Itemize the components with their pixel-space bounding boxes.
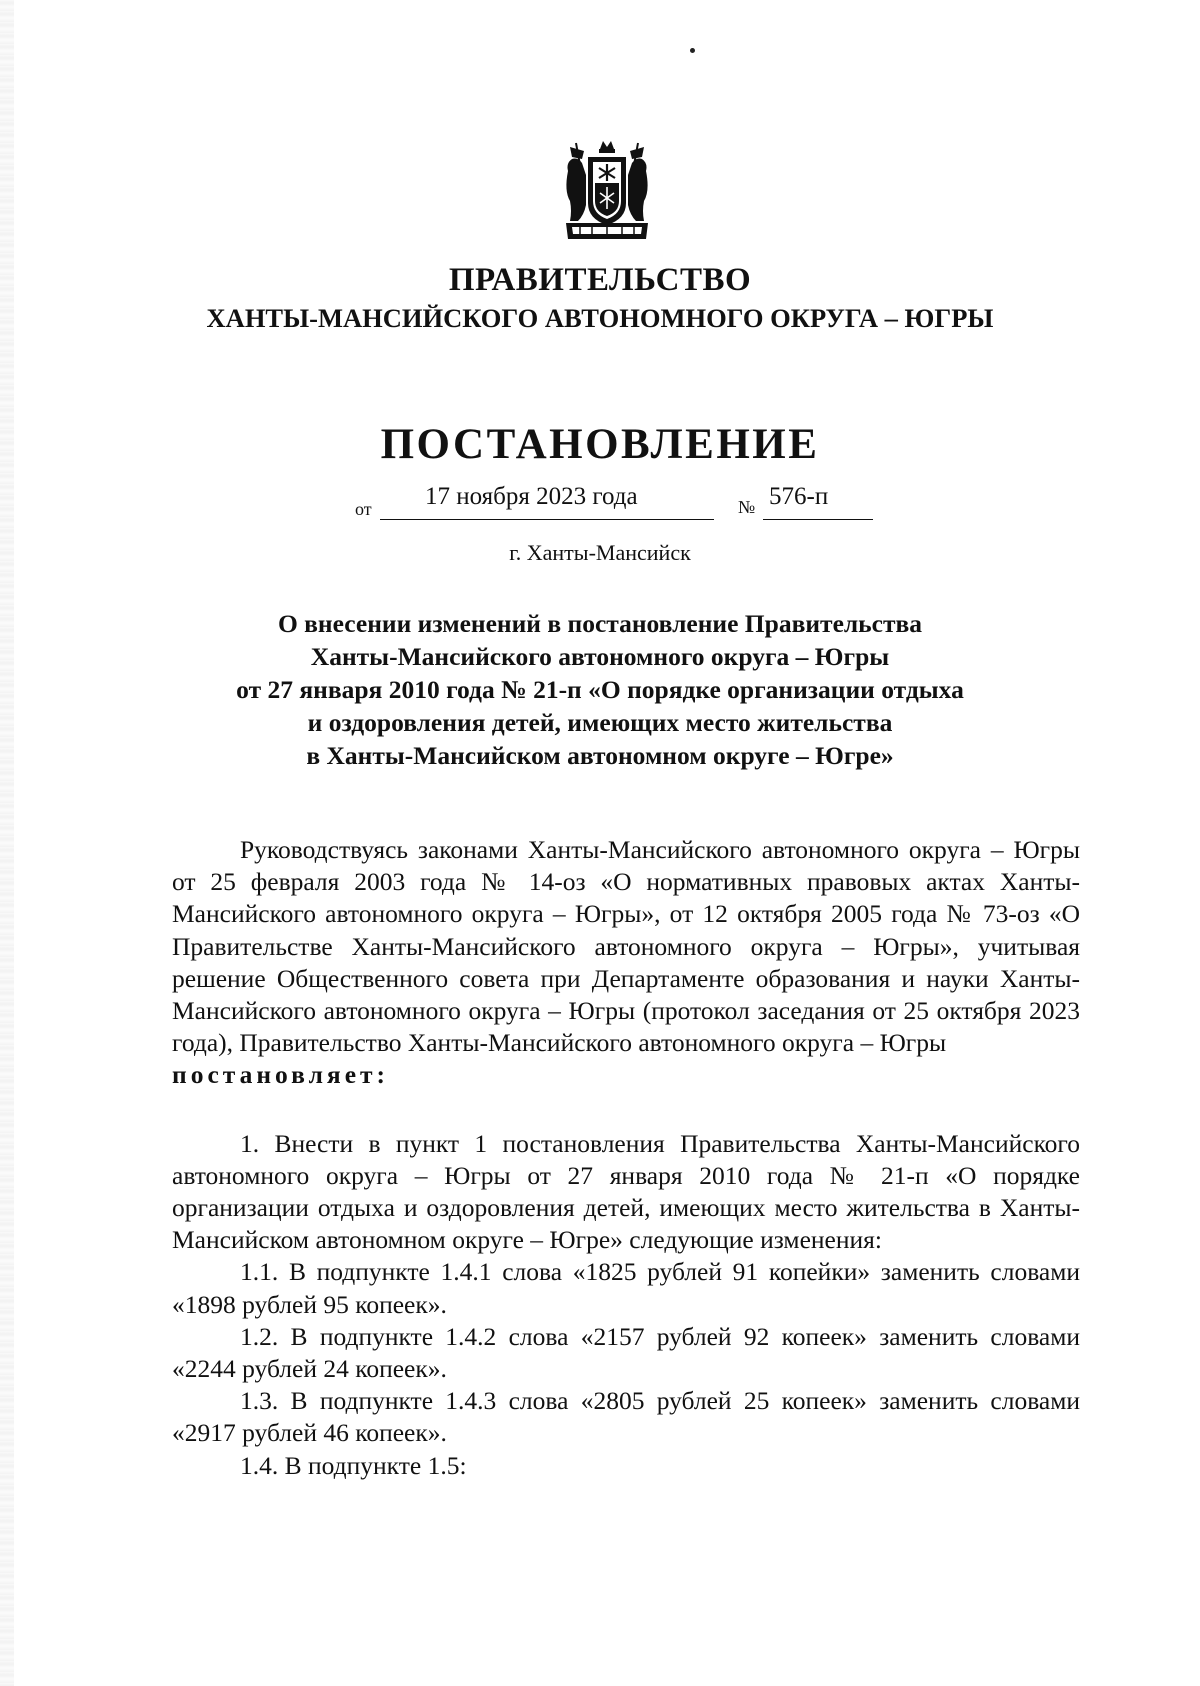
date-prefix: от: [355, 499, 372, 519]
date-number-row: [355, 483, 875, 523]
preamble-text: Руководствуясь законами Ханты-Мансийского автономного округа – Югры от 25 февраля 2003 года № 14-оз «О нормативных правовых актах Ханты-Мансийского автономного округа – Югры», от 12 октября 2005 года № 73-оз «О Правительстве Ханты-Мансийского автономного округа – Югры», учитывая решение Общественного совета при Департаменте образования и науки Ханты-Мансийского автономного округа – Югры (протокол заседания от 25 октября 2023 года), Правительство Ханты-Мансийского автономного округа – Югры: [172, 835, 1080, 1058]
subject-line: и оздоровления детей, имеющих место жительства: [307, 708, 893, 737]
preamble-paragraph: [172, 834, 1080, 1059]
document-subject: [160, 607, 1040, 772]
subject-line: Ханты-Мансийского автономного округа – Югры: [310, 642, 890, 671]
body-paragraph: 1.1. В подпункте 1.4.1 слова «1825 рублей 91 копейки» заменить словами «1898 рублей 95 копеек».: [172, 1257, 1080, 1319]
body-paragraph: 1. Внести в пункт 1 постановления Правительства Ханты-Мансийского автономного округа – Югры от 27 января 2010 года № 21-п «О порядке организации отдыха и оздоровления детей, имеющих место жительства в Ханты-Мансийском автономном округе – Югре» следующие изменения:: [172, 1128, 1080, 1255]
scan-speck: [690, 48, 695, 53]
document-body: [172, 834, 1080, 1482]
government-title: ПРАВИТЕЛЬСТВО: [448, 262, 752, 298]
coat-of-arms-emblem: [562, 135, 652, 243]
body-paragraph: 1.4. В подпункте 1.5:: [240, 1450, 467, 1480]
document-number: 576-п: [769, 483, 829, 510]
city-name: г. Ханты-Мансийск: [509, 540, 691, 565]
subject-line: О внесении изменений в постановление Правительства: [277, 609, 923, 638]
document-type-heading: ПОСТАНОВЛЕНИЕ: [380, 421, 820, 468]
region-title: ХАНТЫ-МАНСИЙСКОГО АВТОНОМНОГО ОКРУГА – ЮГРЫ: [206, 303, 994, 333]
document-date: 17 ноября 2023 года: [425, 483, 638, 510]
scan-edge-artifact: [0, 0, 14, 1686]
resolves-paragraph: [172, 1059, 1080, 1091]
subject-line: от 27 января 2010 года № 21-п «О порядке организации отдыха: [236, 675, 964, 704]
resolves-word: постановляет:: [172, 1060, 390, 1090]
subject-line: в Ханты-Мансийском автономном округе – Югре»: [306, 741, 894, 770]
body-paragraph: 1.3. В подпункте 1.4.3 слова «2805 рублей 25 копеек» заменить словами «2917 рублей 46 копеек».: [172, 1386, 1080, 1448]
body-paragraph: 1.2. В подпункте 1.4.2 слова «2157 рублей 92 копеек» заменить словами «2244 рублей 24 копеек».: [172, 1321, 1080, 1384]
date-underline: [380, 519, 714, 520]
number-underline: [763, 519, 873, 520]
number-prefix: №: [738, 497, 756, 517]
